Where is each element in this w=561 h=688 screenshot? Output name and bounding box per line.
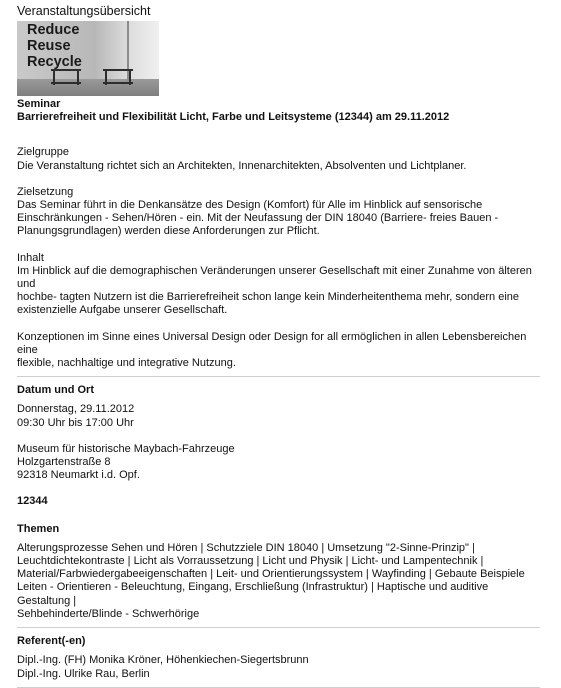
section-label: Zielsetzung [17,185,74,198]
event-image-word-1: Reduce [27,22,80,38]
section-text-line: existenzielle Aufgabe unserer Gesellschaft. [17,304,228,317]
section-zielgruppe [17,146,540,172]
section-text-line: Das Seminar führt in die Denkansätze des Design (Komfort) für Alle im Hinblick auf sensorische [17,199,483,212]
spacer [17,430,540,443]
section-text-line: Konzeptionen im Sinne eines Universal Design oder Design for all ermöglichen in allen Lebensbereichen eine [17,330,527,356]
venue-street: Holzgartenstraße 8 [17,456,111,469]
event-image-word-3: Recycle [27,54,82,70]
section-inhalt [17,252,540,318]
section-text: Die Veranstaltung richtet sich an Architekten, Innenarchitekten, Absolventen und Lichtplaner. [17,159,467,172]
section-label: Inhalt [17,251,44,264]
divider [17,376,540,377]
datum-ort-heading: Datum und Ort [17,384,94,397]
bench-icon [103,69,133,84]
event-number: 12344 [17,495,48,508]
event-time: 09:30 Uhr bis 17:00 Uhr [17,416,134,429]
section-text-line: Planungsgrundlagen) werden diese Anforderungen zur Pflicht. [17,225,320,238]
referenten-heading: Referent(-en) [17,635,86,648]
themen-line: Leuchtdichtekontraste | Licht als Vorraussetzung | Licht und Physik | Licht- und Lampentechnik | [17,555,484,568]
event-image [17,21,159,96]
event-kind: Seminar [17,98,61,110]
themen-line: Material/Farbwiedergabeeigenschaften | Leit- und Orientierungssystem | Wayfinding | Gebaute Beispiele [17,568,525,581]
event-image-text [27,22,82,70]
venue-city: 92318 Neumarkt i.d. Opf. [17,469,140,482]
section-text-line: Im Hinblick auf die demographischen Veränderungen unserer Gesellschaft mit einer Zunahme von älteren und [17,264,532,291]
section-inhalt-extra [17,331,540,371]
section-text-line: Einschränkungen - Sehen/Hören - ein. Mit der Neufassung der DIN 18040 (Barriere- freies Bauen - [17,212,499,225]
section-label: Zielgruppe [17,146,69,159]
section-text-line: flexible, nachhaltige und integrative Nutzung. [17,357,236,370]
themen-heading: Themen [17,522,60,535]
divider [17,627,540,628]
event-image-word-2: Reuse [27,38,71,54]
event-title: Barrierefreiheit und Flexibilität Licht, Farbe und Leitsysteme (12344) am 29.11.2012 [17,111,450,124]
section-text-line: hochbe- tagten Nutzern ist die Barrierefreiheit schon lange kein Minderheitenthema mehr, sondern eine [17,291,520,304]
bench-icon [51,69,81,84]
themen-line: Sehbehinderte/Blinde - Schwerhörige [17,607,200,620]
themen-line: Alterungsprozesse Sehen und Hören | Schutzziele DIN 18040 | Umsetzung "2-Sinne-Prinzip" | [17,541,475,554]
page-title: Veranstaltungsübersicht [17,4,151,18]
referent-name: Dipl.-Ing. Ulrike Rau, Berlin [17,667,150,680]
section-zielsetzung [17,186,540,239]
event-date: Donnerstag, 29.11.2012 [17,403,135,416]
themen-line: Leiten - Orientieren - Beleuchtung, Eingang, Erschließung (Infrastruktur) | Haptische und auditive Gestaltung | [17,581,489,607]
referent-name: Dipl.-Ing. (FH) Monika Kröner, Höhenkiechen-Siegertsbrunn [17,654,309,667]
event-image-floor [17,79,159,96]
venue-name: Museum für historische Maybach-Fahrzeuge [17,442,235,455]
